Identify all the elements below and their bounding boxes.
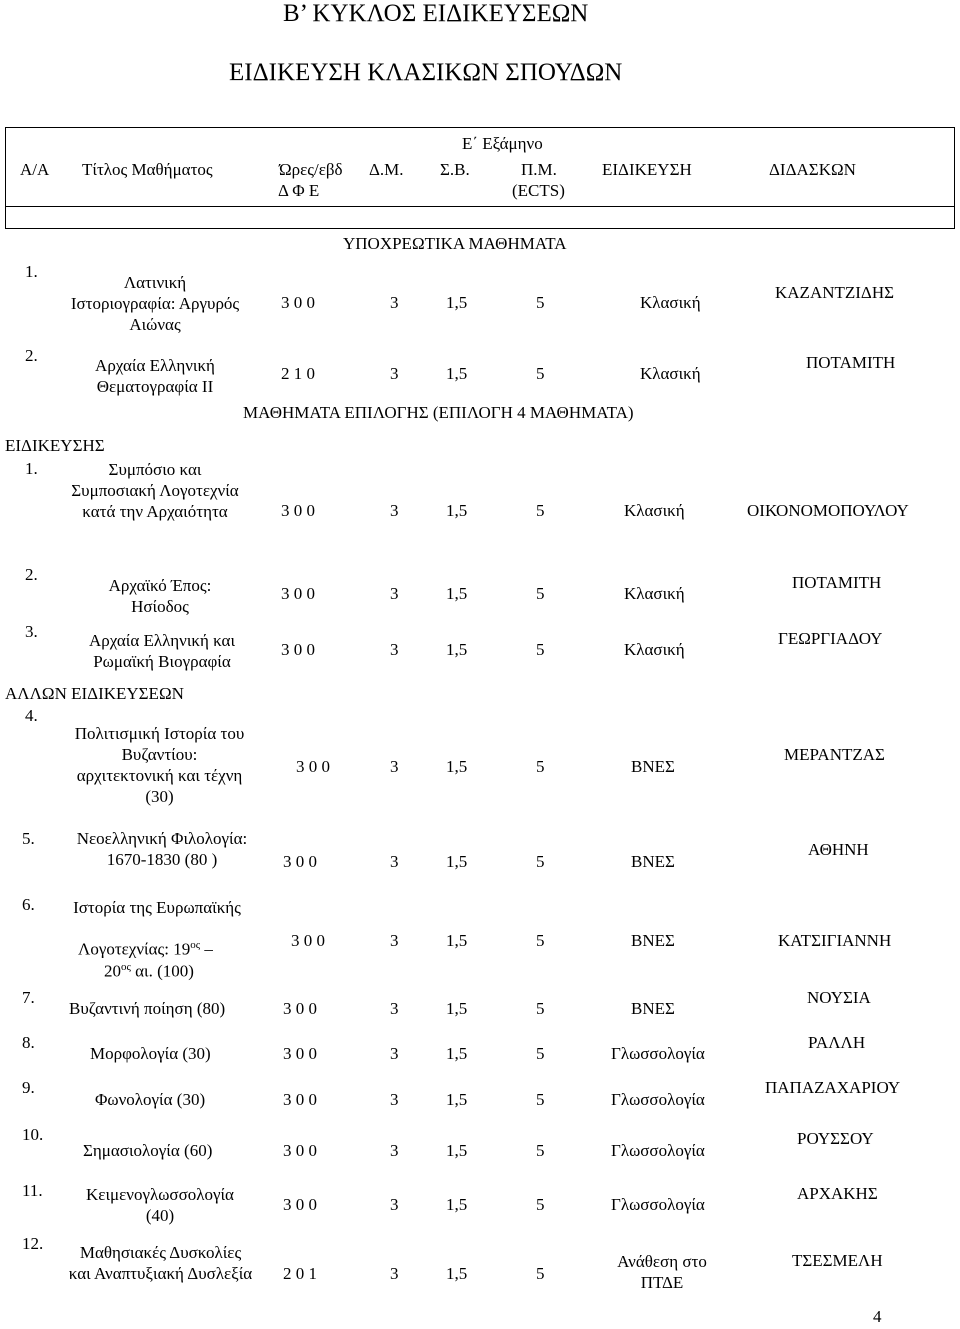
course-pm: 5 — [536, 501, 545, 520]
course-spec: Γλωσσολογία — [611, 1090, 705, 1109]
course-sb: 1,5 — [446, 1044, 468, 1063]
page-subtitle: ΕΙΔΙΚΕΥΣΗ ΚΛΑΣΙΚΩΝ ΣΠΟΥΔΩΝ — [229, 59, 623, 86]
course-hours: 3 0 0 — [283, 1195, 317, 1214]
course-teacher: ΡΟΥΣΣΟΥ — [797, 1129, 874, 1148]
course-teacher: ΚΑΖΑΝΤΖΙΔΗΣ — [775, 283, 895, 302]
course-pm: 5 — [536, 364, 545, 383]
course-teacher: ΜΕΡΑΝΤΖΑΣ — [784, 745, 885, 764]
course-spec: ΒΝΕΣ — [631, 757, 675, 776]
course-dm: 3 — [390, 501, 399, 520]
course-sb: 1,5 — [446, 1141, 468, 1160]
section-other: ΑΛΛΩΝ ΕΙΔΙΚΕΥΣΕΩΝ — [5, 684, 184, 703]
course-dm: 3 — [390, 1141, 399, 1160]
section-elective: ΜΑΘΗΜΑΤΑ ΕΠΙΛΟΓΗΣ (ΕΠΙΛΟΓΗ 4 ΜΑΘΗΜΑΤΑ) — [243, 403, 634, 422]
col-dm: Δ.Μ. — [369, 160, 404, 179]
course-hours: 2 0 1 — [283, 1264, 317, 1283]
row-number: 7. — [22, 988, 35, 1007]
course-title: Μαθησιακές Δυσκολίες και Αναπτυξιακή Δυσλεξία — [68, 1243, 253, 1283]
course-spec: Γλωσσολογία — [611, 1044, 705, 1063]
course-pm: 5 — [536, 1264, 545, 1283]
col-ects: (ECTS) — [512, 181, 565, 200]
course-spec: ΒΝΕΣ — [631, 999, 675, 1018]
col-aa: Α/Α — [20, 160, 50, 179]
course-dm: 3 — [390, 757, 399, 776]
course-hours: 3 0 0 — [291, 931, 325, 950]
row-number: 6. — [22, 895, 35, 914]
course-dm: 3 — [390, 931, 399, 950]
course-pm: 5 — [536, 1044, 545, 1063]
course-spec: Ανάθεση στο ΠΤΔΕ — [617, 1252, 707, 1292]
row-number: 4. — [25, 706, 38, 725]
section-specialization: ΕΙΔΙΚΕΥΣΗΣ — [5, 436, 105, 455]
course-pm: 5 — [536, 757, 545, 776]
course-dm: 3 — [390, 1044, 399, 1063]
course-hours: 3 0 0 — [283, 1044, 317, 1063]
course-dm: 3 — [390, 999, 399, 1018]
course-hours: 3 0 0 — [296, 757, 330, 776]
course-sb: 1,5 — [446, 501, 468, 520]
course-spec: Γλωσσολογία — [611, 1195, 705, 1214]
col-specialization: ΕΙΔΙΚΕΥΣΗ — [602, 160, 692, 179]
course-teacher: ΑΘΗΝΗ — [808, 840, 869, 859]
course-sb: 1,5 — [446, 293, 468, 312]
course-pm: 5 — [536, 640, 545, 659]
col-hours: Ώρες/εβδ — [279, 160, 343, 179]
course-sb: 1,5 — [446, 757, 468, 776]
course-pm: 5 — [536, 1195, 545, 1214]
course-teacher: ΠΟΤΑΜΙΤΗ — [792, 573, 882, 592]
course-dm: 3 — [390, 364, 399, 383]
row-number: 8. — [22, 1033, 35, 1052]
course-title-part: $20^{o\varsigma}$ αι. (100) — [104, 961, 194, 981]
course-pm: 5 — [536, 931, 545, 950]
course-title: Αρχαία Ελληνική Θεματογραφία ΙΙ — [95, 356, 215, 396]
course-title: Αρχαία Ελληνική και Ρωμαϊκή Βιογραφία — [88, 631, 236, 671]
course-teacher: ΠΟΤΑΜΙΤΗ — [806, 353, 896, 372]
course-title-part: Ιστορία της Ευρωπαϊκής — [73, 898, 241, 917]
course-teacher: ΡΑΛΛΗ — [808, 1033, 866, 1052]
course-title: Φωνολογία (30) — [95, 1090, 206, 1109]
course-pm: 5 — [536, 584, 545, 603]
course-sb: 1,5 — [446, 852, 468, 871]
course-dm: 3 — [390, 1264, 399, 1283]
course-title: Βυζαντινή ποίηση (80) — [69, 999, 226, 1018]
course-hours: 3 0 0 — [283, 852, 317, 871]
course-title: Μορφολογία (30) — [90, 1044, 211, 1063]
course-sb: 1,5 — [446, 364, 468, 383]
course-pm: 5 — [536, 1090, 545, 1109]
course-dm: 3 — [390, 584, 399, 603]
course-spec: ΒΝΕΣ — [631, 931, 675, 950]
course-pm: 5 — [536, 293, 545, 312]
course-title: Λατινική Ιστοριογραφία: Αργυρός Αιώνας — [70, 273, 240, 334]
course-title: Συμπόσιο και Συμποσιακή Λογοτεχνία κατά την Αρχαιότητα — [71, 460, 239, 521]
row-number: 1. — [25, 459, 38, 478]
course-hours: 3 0 0 — [281, 501, 315, 520]
row-number: 1. — [25, 262, 38, 281]
row-number: 9. — [22, 1078, 35, 1097]
course-hours: 3 0 0 — [281, 584, 315, 603]
course-title: Νεοελληνική Φιλολογία: 1670-1830 (80 ) — [76, 829, 248, 869]
course-dm: 3 — [390, 640, 399, 659]
semester-label: Ε΄ Εξάμηνο — [462, 134, 543, 153]
course-teacher: ΤΣΕΣΜΕΛΗ — [792, 1251, 883, 1270]
col-hours-sub: Δ Φ Ε — [278, 181, 320, 200]
course-hours: 3 0 0 — [283, 999, 317, 1018]
row-number: 12. — [22, 1234, 44, 1253]
row-number: 2. — [25, 346, 38, 365]
row-number: 3. — [25, 622, 38, 641]
col-title: Τίτλος Μαθήματος — [82, 160, 213, 179]
course-hours: 3 0 0 — [283, 1141, 317, 1160]
section-mandatory: ΥΠΟΧΡΕΩΤΙΚΑ ΜΑΘΗΜΑΤΑ — [343, 234, 567, 253]
course-title: Αρχαϊκό Έπος: Ησίοδος — [108, 576, 212, 616]
page-title: Β’ ΚΥΚΛΟΣ ΕΙΔΙΚΕΥΣΕΩΝ — [283, 0, 589, 27]
course-title: Πολιτισμική Ιστορία του Βυζαντίου: αρχιτεκτονική και τέχνη (30) — [74, 724, 245, 806]
course-pm: 5 — [536, 852, 545, 871]
col-pm: Π.Μ. — [521, 160, 557, 179]
course-teacher: ΓΕΩΡΓΙΑΔΟΥ — [778, 629, 883, 648]
course-spec: ΒΝΕΣ — [631, 852, 675, 871]
course-dm: 3 — [390, 293, 399, 312]
row-number: 5. — [22, 829, 35, 848]
course-sb: 1,5 — [446, 1264, 468, 1283]
course-teacher: ΚΑΤΣΙΓΙΑΝΝΗ — [778, 931, 892, 950]
course-sb: 1,5 — [446, 584, 468, 603]
course-spec: Κλασική — [624, 584, 685, 603]
course-pm: 5 — [536, 999, 545, 1018]
course-sb: 1,5 — [446, 640, 468, 659]
course-sb: 1,5 — [446, 999, 468, 1018]
course-dm: 3 — [390, 852, 399, 871]
course-spec: Γλωσσολογία — [611, 1141, 705, 1160]
course-dm: 3 — [390, 1195, 399, 1214]
col-sb: Σ.Β. — [440, 160, 470, 179]
course-hours: 3 0 0 — [283, 1090, 317, 1109]
row-number: 11. — [22, 1181, 43, 1200]
page-number: 4 — [873, 1307, 882, 1326]
course-hours: 3 0 0 — [281, 640, 315, 659]
course-teacher: ΠΑΠΑΖΑΧΑΡΙΟΥ — [765, 1078, 901, 1097]
course-title-part: Λογοτεχνίας: $19^{o\varsigma}$ – — [78, 939, 213, 959]
course-sb: 1,5 — [446, 1195, 468, 1214]
row-number: 2. — [25, 565, 38, 584]
course-sb: 1,5 — [446, 1090, 468, 1109]
course-spec: Κλασική — [640, 364, 701, 383]
course-teacher: ΑΡΧΑΚΗΣ — [797, 1184, 878, 1203]
course-title: Κειμενογλωσσολογία (40) — [86, 1185, 234, 1225]
col-teacher: ΔΙΔΑΣΚΩΝ — [769, 160, 856, 179]
course-title: Σημασιολογία (60) — [83, 1141, 213, 1160]
course-hours: 3 0 0 — [281, 293, 315, 312]
course-hours: 2 1 0 — [281, 364, 315, 383]
course-dm: 3 — [390, 1090, 399, 1109]
course-spec: Κλασική — [640, 293, 701, 312]
course-teacher: ΝΟΥΣΙΑ — [807, 988, 871, 1007]
course-spec: Κλασική — [624, 501, 685, 520]
row-number: 10. — [22, 1125, 44, 1144]
course-spec: Κλασική — [624, 640, 685, 659]
course-sb: 1,5 — [446, 931, 468, 950]
course-pm: 5 — [536, 1141, 545, 1160]
course-teacher: ΟΙΚΟΝΟΜΟΠΟΥΛΟΥ — [747, 501, 909, 520]
